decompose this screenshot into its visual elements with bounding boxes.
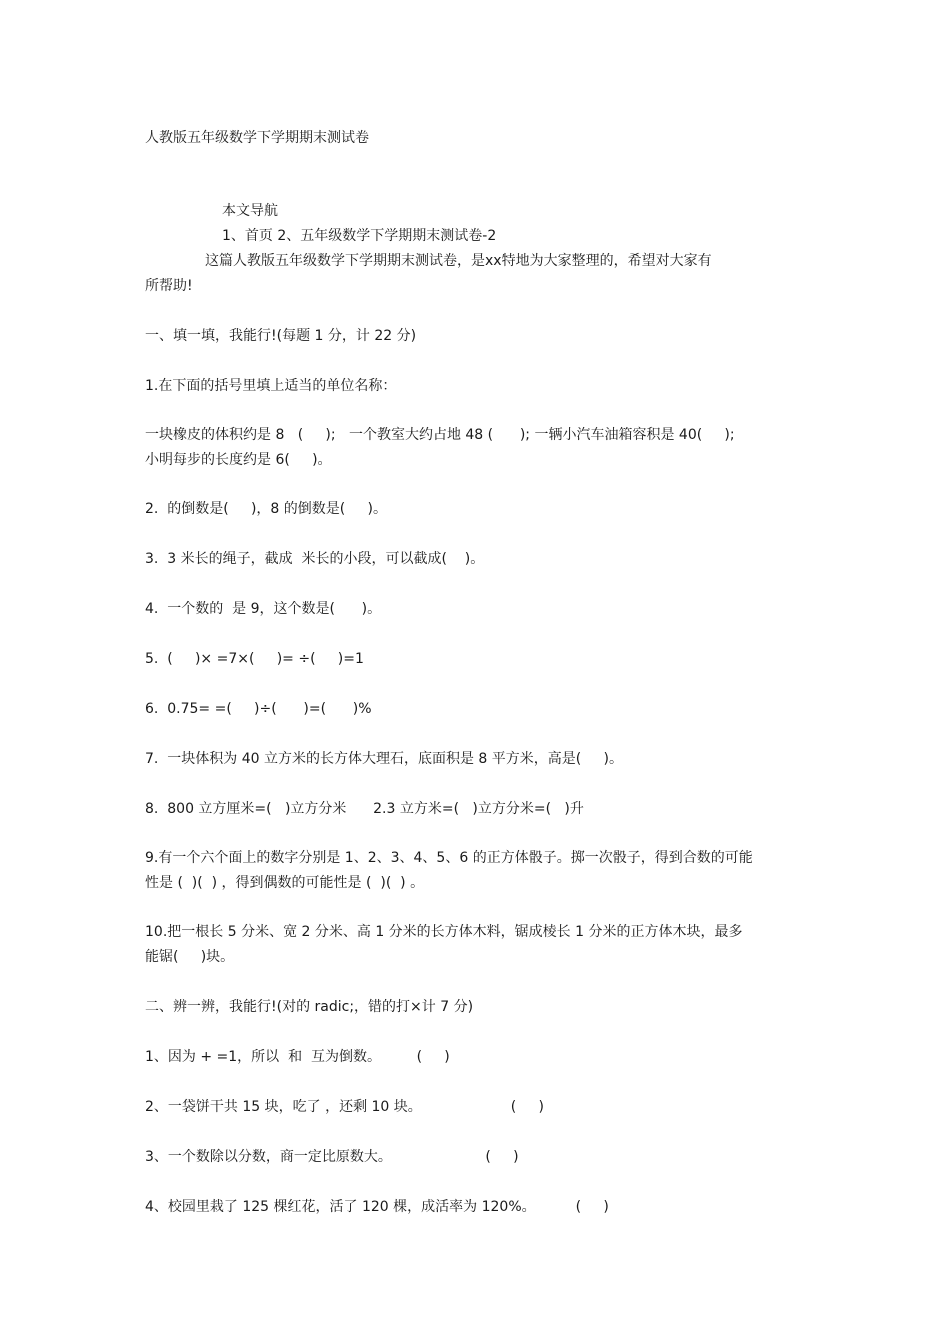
judge-question-2: 2、一袋饼干共 15 块，吃了 ，还剩 10 块。 ( ) — [145, 1099, 544, 1115]
question-9-line-1: 9.有一个六个面上的数字分别是 1、2、3、4、5、6 的正方体骰子。掷一次骰子，得到合数的可能 — [145, 850, 753, 866]
question-5: 5. ( )× =7×( )= ÷( )=1 — [145, 651, 364, 667]
nav-heading: 本文导航 — [222, 203, 278, 219]
question-3: 3. 3 米长的绳子，截成 米长的小段，可以截成( )。 — [145, 551, 485, 567]
question-9-line-2: 性是 ( )( ) ，得到偶数的可能性是 ( )( ) 。 — [145, 875, 425, 891]
nav-links — [222, 226, 892, 246]
question-10-line-1: 10.把一根长 5 分米、宽 2 分米、高 1 分米的长方体木料，锯成棱长 1 分米的正方体木块，最多 — [145, 924, 743, 940]
question-1-line-2: 小明每步的长度约是 6( )。 — [145, 452, 332, 468]
judge-question-4: 4、校园里栽了 125 棵红花，活了 120 棵，成活率为 120%。 ( ) — [145, 1199, 609, 1215]
question-1-line-1: 一块橡皮的体积约是 8 ( ); 一个教室大约占地 48 ( ); 一辆小汽车油箱容积是 40( ); — [145, 427, 735, 443]
question-8: 8. 800 立方厘米=( )立方分米 2.3 立方米=( )立方分米=( )升 — [145, 801, 584, 817]
nav-link-page2[interactable]: 2、五年级数学下学期期末测试卷-2 — [277, 228, 497, 244]
question-1-title: 1.在下面的括号里填上适当的单位名称： — [145, 378, 397, 394]
intro-line-1: 这篇人教版五年级数学下学期期末测试卷，是xx特地为大家整理的，希望对大家有 — [205, 253, 712, 269]
question-10-line-2: 能锯( )块。 — [145, 949, 235, 965]
question-6: 6. 0.75= =( )÷( )=( )% — [145, 701, 372, 717]
nav-link-home[interactable]: 1、首页 — [222, 228, 273, 244]
intro-line-2: 所帮助! — [145, 278, 193, 294]
question-2: 2. 的倒数是( )，8 的倒数是( )。 — [145, 501, 387, 517]
section-2-heading: 二、辨一辨，我能行!(对的 radic;，错的打×计 7 分) — [145, 999, 474, 1015]
question-4: 4. 一个数的 是 9，这个数是( )。 — [145, 601, 382, 617]
question-7: 7. 一块体积为 40 立方米的长方体大理石，底面积是 8 平方米，高是( )。 — [145, 751, 623, 767]
judge-question-3: 3、一个数除以分数，商一定比原数大。 ( ) — [145, 1149, 519, 1165]
section-1-heading: 一、填一填，我能行!(每题 1 分，计 22 分) — [145, 328, 417, 344]
document-title: 人教版五年级数学下学期期末测试卷 — [145, 130, 369, 146]
judge-question-1: 1、因为 + =1，所以 和 互为倒数。 ( ) — [145, 1049, 450, 1065]
